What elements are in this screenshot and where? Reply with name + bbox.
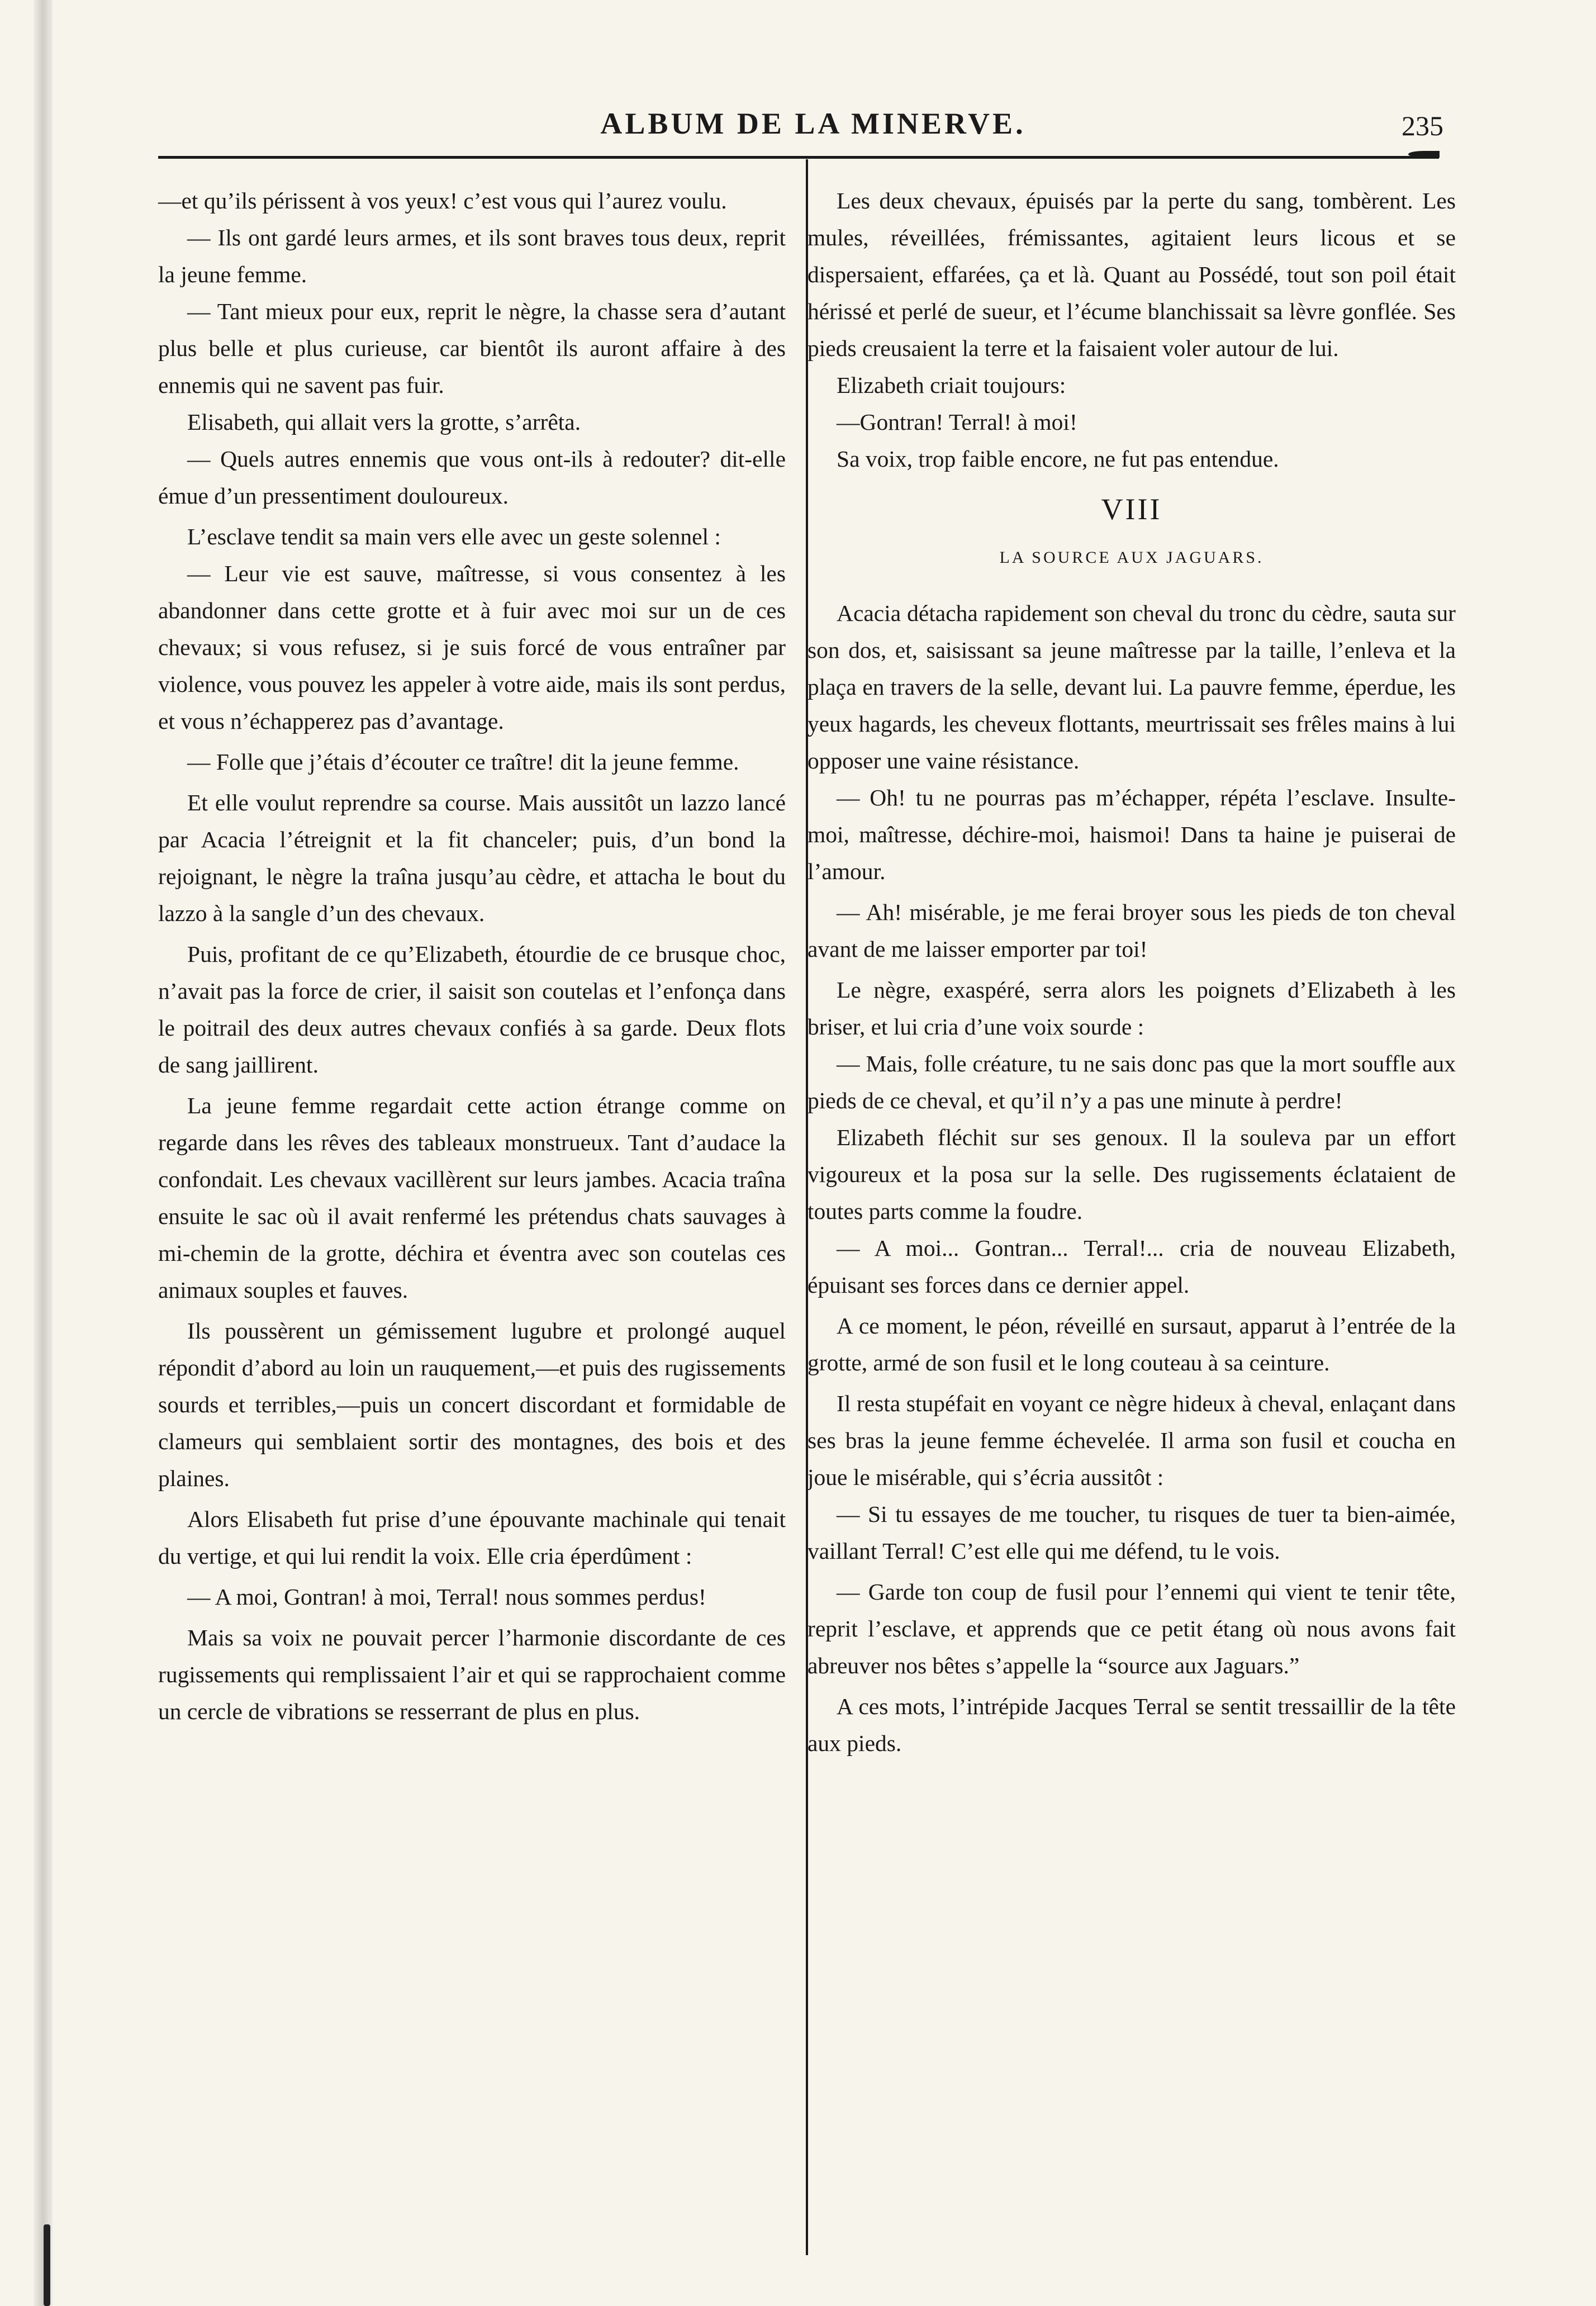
- paragraph: Les deux chevaux, épuisés par la perte du sang, tombèrent. Les mules, réveillées, frémissantes, agitaient leurs licous et se dispersaient, effarées, ça et là. Quant au Possédé, tout son poil était hérissé et perlé de sueur, et l’écume blanchissait sa lèvre gonflée. Ses pieds creusaient la terre et la faisaient voler autour de lui.: [808, 188, 1456, 361]
- paragraph: A ce moment, le péon, réveillé en sursaut, apparut à l’entrée de la grotte, armé de son fusil et le long couteau à sa ceinture.: [808, 1313, 1456, 1375]
- paragraph: Ils poussèrent un gémissement lugubre et prolongé auquel répondit d’abord au loin un rauquement,—et puis des rugissements sourds et terribles,—puis un concert discordant et formidable de clameurs qui semblaient sortir des montagnes, des bois et des plaines.: [158, 1318, 786, 1491]
- paragraph: Mais sa voix ne pouvait percer l’harmonie discordante de ces rugissements qui remplissaient l’air et qui se rapprochaient comme un cercle de vibrations se resserrant de plus en plus.: [158, 1625, 786, 1724]
- paragraph: Il resta stupéfait en voyant ce nègre hideux à cheval, enlaçant dans ses bras la jeune femme échevelée. Il arma son fusil et coucha en joue le misérable, qui s’écria aussitôt :: [808, 1391, 1456, 1490]
- paragraph: A ces mots, l’intrépide Jacques Terral se sentit tressaillir de la tête aux pieds.: [808, 1693, 1456, 1756]
- paragraph: Le nègre, exaspéré, serra alors les poignets d’Elizabeth à les briser, et lui cria d’une voix sourde :: [808, 977, 1456, 1040]
- chapter-title: LA SOURCE AUX JAGUARS.: [999, 548, 1264, 567]
- page-binding-shadow: [34, 0, 53, 2306]
- paragraph: Alors Elisabeth fut prise d’une épouvante machinale qui tenait du vertige, et qui lui rendit la voix. Elle cria éperdûment :: [158, 1506, 786, 1569]
- paragraph: — Mais, folle créature, tu ne sais donc pas que la mort souffle aux pieds de ce cheval, et qu’il n’y a pas une minute à perdre!: [808, 1051, 1456, 1113]
- paragraph: — Si tu essayes de me toucher, tu risques de tuer ta bien-aimée, vaillant Terral! C’est elle qui me défend, tu le vois.: [808, 1501, 1456, 1564]
- paragraph: Et elle voulut reprendre sa course. Mais aussitôt un lazzo lancé par Acacia l’étreignit et la fit chanceler; puis, d’un bond la rejoignant, le nègre la traîna jusqu’au cèdre, et attacha le bout du lazzo à la sangle d’un des chevaux.: [158, 790, 786, 926]
- paragraph: — Folle que j’étais d’écouter ce traître! dit la jeune femme.: [187, 749, 739, 775]
- paragraph: — Quels autres ennemis que vous ont-ils à redouter? dit-elle émue d’un pressentiment douloureux.: [158, 446, 786, 509]
- paragraph: Acacia détacha rapidement son cheval du tronc du cèdre, sauta sur son dos, et, saisissant sa jeune maîtresse par la taille, l’enleva et la plaça en travers de la selle, devant lui. La pauvre femme, éperdue, les yeux hagards, les cheveux flottants, meurtrissait ses frêles mains à lui opposer une vaine résistance.: [808, 600, 1456, 774]
- paragraph: L’esclave tendit sa main vers elle avec un geste solennel :: [187, 524, 721, 549]
- paragraph: Elizabeth fléchit sur ses genoux. Il la souleva par un effort vigoureux et la posa sur la selle. Des rugissements éclataient de toutes parts comme la foudre.: [808, 1124, 1456, 1224]
- paragraph: Elisabeth, qui allait vers la grotte, s’arrêta.: [187, 409, 581, 435]
- paragraph: — A moi, Gontran! à moi, Terral! nous sommes perdus!: [187, 1584, 706, 1610]
- paragraph: Sa voix, trop faible encore, ne fut pas entendue.: [837, 446, 1279, 472]
- paragraph: — Ah! misérable, je me ferai broyer sous les pieds de ton cheval avant de me laisser emporter par toi!: [808, 899, 1456, 962]
- paragraph: — A moi... Gontran... Terral!... cria de nouveau Elizabeth, épuisant ses forces dans ce dernier appel.: [808, 1235, 1456, 1298]
- paragraph: La jeune femme regardait cette action étrange comme on regarde dans les rêves des tableaux monstrueux. Tant d’audace la confondait. Les chevaux vacillèrent sur leurs jambes. Acacia traîna ensuite le sac où il avait renfermé les prétendus chats sauvages à mi-chemin de la grotte, déchira et éventra avec son coutelas ces animaux souples et fauves.: [158, 1093, 786, 1303]
- paragraph: —et qu’ils périssent à vos yeux! c’est vous qui l’aurez voulu.: [158, 188, 727, 213]
- left-column: [158, 182, 786, 1730]
- paragraph: — Garde ton coup de fusil pour l’ennemi qui vient te tenir tête, reprit l’esclave, et apprends que ce petit étang où nous avons fait abreuver nos bêtes s’appelle la “source aux Jaguars.”: [808, 1579, 1456, 1678]
- header-rule-ornament: [1408, 151, 1440, 158]
- paragraph: — Oh! tu ne pourras pas m’échapper, répéta l’esclave. Insulte-moi, maîtresse, déchire-moi, haismoi! Dans ta haine je puiserai de l’amour.: [808, 785, 1456, 884]
- running-head: ALBUM DE LA MINERVE.: [600, 107, 1026, 140]
- binding-mark: [44, 2224, 50, 2306]
- paragraph: — Leur vie est sauve, maîtresse, si vous consentez à les abandonner dans cette grotte et à fuir avec moi sur un de ces chevaux; si vous refusez, si je suis forcé de vous entraîner par violence, vous pouvez les appeler à votre aide, mais ils sont perdus, et vous n’échapperez pas d’avantage.: [158, 561, 786, 734]
- paragraph: — Tant mieux pour eux, reprit le nègre, la chasse sera d’autant plus belle et plus curieuse, car bientôt ils auront affaire à des ennemis qui ne savent pas fuir.: [158, 298, 786, 398]
- chapter-number: VIII: [1101, 492, 1162, 526]
- header-rule: [158, 156, 1439, 159]
- paragraph: —Gontran! Terral! à moi!: [837, 409, 1077, 435]
- paragraph: Elizabeth criait toujours:: [837, 372, 1066, 398]
- paragraph: Puis, profitant de ce qu’Elizabeth, étourdie de ce brusque choc, n’avait pas la force de crier, il saisit son coutelas et l’enfonça dans le poitrail des deux autres chevaux confiés à sa garde. Deux flots de sang jaillirent.: [158, 941, 786, 1078]
- page-number: 235: [1402, 110, 1443, 141]
- right-column: [808, 182, 1456, 1762]
- paragraph: — Ils ont gardé leurs armes, et ils sont braves tous deux, reprit la jeune femme.: [158, 225, 786, 287]
